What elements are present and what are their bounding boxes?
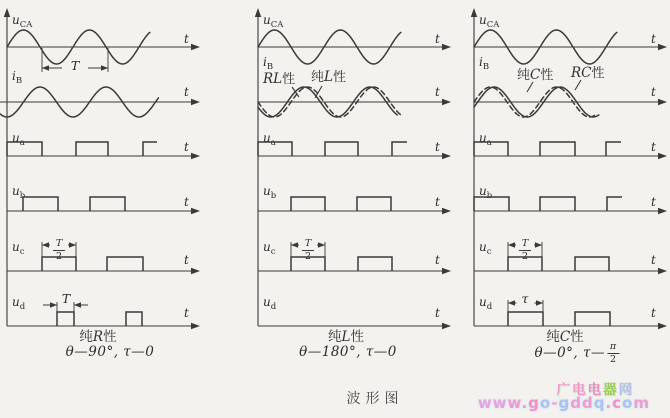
axis-arrow-icon — [442, 208, 451, 214]
axis-arrow-icon — [255, 8, 261, 17]
pulse-u_a — [540, 142, 575, 156]
axis-arrow-icon — [191, 323, 200, 329]
row-label-u_c: $u_c$ — [12, 240, 25, 257]
row-label-u_b: $u_b$ — [12, 184, 26, 201]
pulse-u_d — [57, 312, 74, 326]
watermark-char: o — [622, 394, 634, 412]
t-axis-label: t — [184, 32, 189, 46]
pulse-u_c — [575, 257, 609, 271]
axis-arrow-icon — [442, 153, 451, 159]
axis-arrow-icon — [442, 99, 451, 105]
curve-label-pure-c: 纯C性 — [517, 67, 554, 83]
pulse-u_b — [540, 197, 575, 211]
dim-label-T-ud-col1: T — [61, 291, 71, 306]
watermark-char: c — [612, 394, 623, 412]
caption-params-col3: θ—0°, τ— $\frac{\pi}{2}$ — [534, 342, 619, 364]
dim-label-T-half-col1: $\frac{T}{2}$ — [53, 233, 65, 261]
curve-label-pure-l: 纯L性 — [311, 69, 346, 85]
t-axis-label: t — [184, 253, 189, 267]
t-axis-label: t — [435, 306, 440, 320]
t-axis-label: t — [435, 32, 440, 46]
axis-arrow-icon — [4, 8, 10, 17]
watermark-char: o — [539, 394, 552, 412]
pulse-u_a — [143, 142, 157, 156]
t-axis-label: t — [651, 195, 656, 209]
dim-arrow-icon — [318, 242, 325, 247]
t-axis-label: t — [435, 85, 440, 99]
figure-title: 波形图 — [346, 391, 404, 407]
t-axis-label: t — [651, 32, 656, 46]
watermark-char: 广 — [556, 382, 572, 398]
axis-arrow-icon — [658, 44, 667, 50]
watermark-char: 器 — [603, 382, 619, 398]
row-label-u_CA: $u_{CA}$ — [479, 13, 500, 30]
t-axis-label: t — [184, 306, 189, 320]
row-label-u_b: $u_b$ — [263, 184, 277, 201]
dim-label-period-T: T — [70, 58, 80, 73]
pulse-u_d — [126, 312, 142, 326]
row-label-u_d: $u_d$ — [479, 295, 493, 312]
pulse-u_d — [508, 312, 543, 326]
row-label-u_a: $u_a$ — [12, 131, 25, 148]
axis-arrow-icon — [471, 8, 477, 17]
axis-arrow-icon — [191, 99, 200, 105]
axis-arrow-icon — [658, 153, 667, 159]
axis-arrow-icon — [658, 268, 667, 274]
axis-arrow-icon — [191, 268, 200, 274]
axis-arrow-icon — [658, 99, 667, 105]
pulse-u_a — [606, 142, 621, 156]
dim-label-T-half-col2: $\frac{T}{2}$ — [302, 233, 314, 261]
watermark-char: . — [521, 394, 529, 412]
axis-arrow-icon — [658, 208, 667, 214]
axis-arrow-icon — [658, 323, 667, 329]
row-label-u_c: $u_c$ — [479, 240, 492, 257]
pulse-u_b — [291, 197, 325, 211]
dim-arrow-icon — [536, 300, 543, 305]
watermark-char: 电 — [572, 382, 588, 398]
axis-arrow-icon — [442, 44, 451, 50]
pulse-u_c — [358, 257, 392, 271]
t-axis-label: t — [651, 253, 656, 267]
pulse-u_b — [357, 197, 391, 211]
watermark-char: g — [528, 394, 540, 412]
axis-arrow-icon — [442, 323, 451, 329]
watermark-char: w — [477, 394, 493, 412]
watermark-char: d — [581, 394, 594, 412]
dim-arrow-icon — [42, 242, 49, 247]
watermark-char: 网 — [618, 382, 634, 398]
watermark-char: w — [492, 394, 508, 412]
dim-arrow-icon — [291, 242, 298, 247]
caption-params-col1: θ—90°, τ—0 — [65, 344, 155, 360]
caption-pure-l: 纯L性 — [328, 329, 364, 345]
row-label-u_a: $u_a$ — [479, 131, 492, 148]
t-axis-label: t — [184, 85, 189, 99]
dim-arrow-icon — [74, 302, 81, 307]
row-label-u_d: $u_d$ — [263, 295, 277, 312]
row-label-u_c: $u_c$ — [263, 240, 276, 257]
dim-arrow-icon — [50, 302, 57, 307]
dim-label-T-half-col3: $\frac{T}{2}$ — [519, 233, 531, 261]
caption-pure-r: 纯R性 — [79, 329, 117, 345]
caption-params-col2: θ—180°, τ—0 — [299, 344, 397, 360]
pulse-u_a — [76, 142, 108, 156]
watermark-char: d — [570, 394, 582, 412]
pulse-u_d — [575, 312, 610, 326]
curve-label-rc: RC性 — [571, 65, 605, 81]
watermark-char: q — [593, 394, 606, 412]
t-axis-label: t — [651, 306, 656, 320]
curve-label-rl: RL性 — [263, 71, 296, 87]
dim-arrow-icon — [535, 242, 542, 247]
axis-arrow-icon — [191, 153, 200, 159]
pulse-u_a — [392, 142, 407, 156]
t-axis-label: t — [651, 140, 656, 154]
pulse-u_b — [23, 197, 58, 211]
dim-arrow-icon — [508, 300, 515, 305]
leader-line — [527, 82, 533, 92]
pulse-u_b — [90, 197, 125, 211]
t-axis-label: t — [435, 253, 440, 267]
row-label-u_CA: $u_{CA}$ — [263, 13, 284, 30]
row-label-i_B: $i_B$ — [12, 69, 23, 86]
t-axis-label: t — [435, 140, 440, 154]
watermark-site-url — [478, 394, 650, 412]
row-label-u_d: $u_d$ — [12, 295, 26, 312]
watermark-char: m — [633, 394, 650, 412]
watermark-char: - — [551, 394, 559, 412]
dim-arrow-icon — [69, 242, 76, 247]
axis-arrow-icon — [442, 268, 451, 274]
row-label-u_a: $u_a$ — [263, 131, 276, 148]
row-label-i_B: $i_B$ — [263, 55, 274, 72]
axis-arrow-icon — [191, 208, 200, 214]
dim-arrow-icon — [42, 65, 49, 70]
dim-arrow-icon — [508, 242, 515, 247]
watermark-char: . — [605, 394, 613, 412]
watermark-char: 电 — [587, 382, 603, 398]
pulse-u_a — [325, 142, 358, 156]
t-axis-label: t — [435, 195, 440, 209]
row-label-i_B: $i_B$ — [479, 55, 490, 72]
row-label-u_b: $u_b$ — [479, 184, 493, 201]
t-axis-label: t — [184, 140, 189, 154]
watermark-char: w — [507, 394, 522, 412]
leader-line — [575, 80, 581, 90]
pulse-u_b — [607, 197, 622, 211]
dim-label-tau-col3: τ — [521, 291, 529, 306]
row-label-u_CA: $u_{CA}$ — [12, 13, 33, 30]
dim-arrow-icon — [101, 65, 108, 70]
pulse-u_c — [107, 257, 143, 271]
caption-pure-c: 纯C性 — [546, 329, 584, 345]
t-axis-label: t — [184, 195, 189, 209]
t-axis-label: t — [651, 85, 656, 99]
axis-arrow-icon — [191, 44, 200, 50]
watermark-char: g — [558, 394, 571, 412]
